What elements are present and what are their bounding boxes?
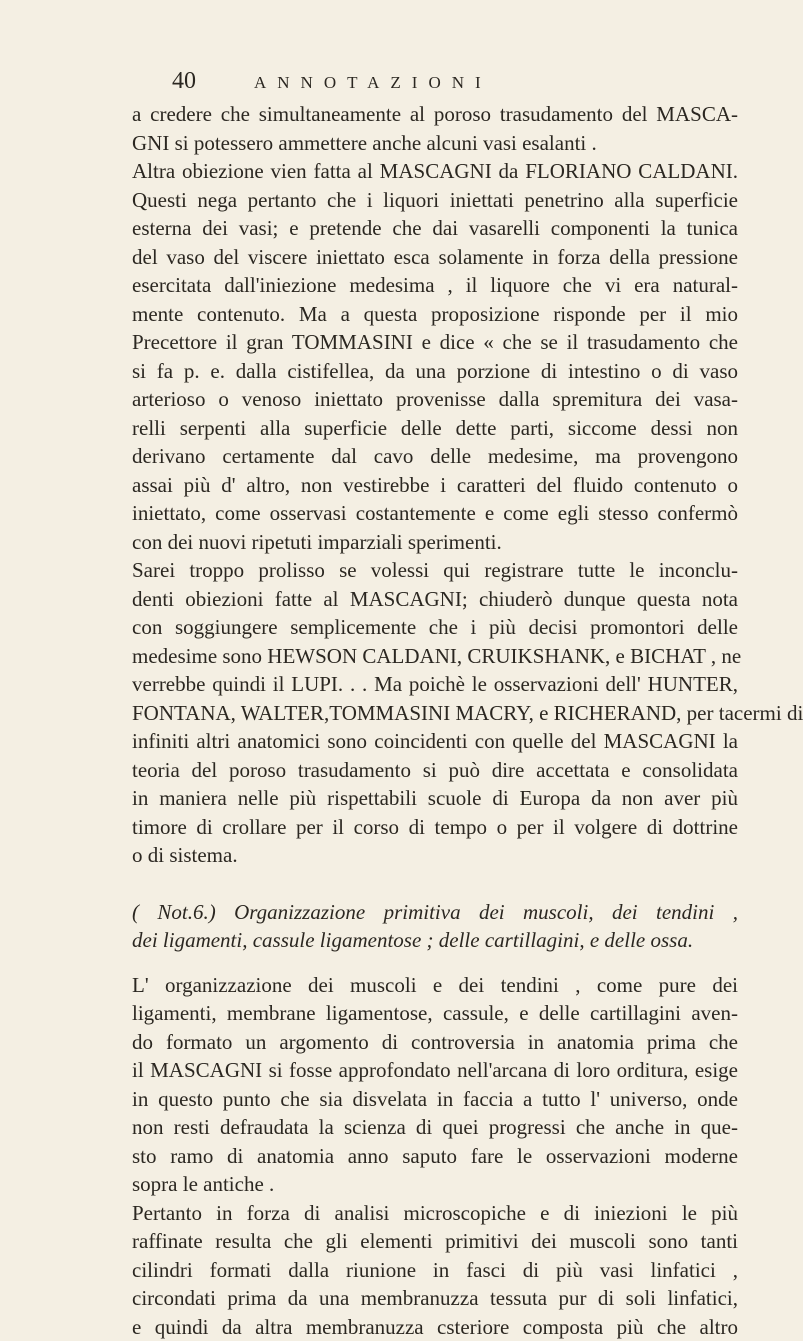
text-line: con dei nuovi ripetuti imparziali sperimenti. bbox=[132, 528, 738, 557]
text-line: Precettore il gran TOMMASINI e dice « che se il trasudamento che bbox=[132, 328, 738, 357]
text-line: denti obiezioni fatte al MASCAGNI; chiuderò dunque questa nota bbox=[132, 585, 738, 614]
text-line: si fa p. e. dalla cistifellea, da una porzione di intestino o di vaso bbox=[132, 357, 738, 386]
text-line: GNI si potessero ammettere anche alcuni vasi esalanti . bbox=[132, 129, 738, 158]
paragraph-caldani-objection bbox=[132, 157, 738, 556]
text-line: esercitata dall'iniezione medesima , il liquore che vi era natural- bbox=[132, 271, 738, 300]
text-line: Questi nega pertanto che i liquori iniettati penetrino alla superficie bbox=[132, 186, 738, 215]
page-number: 40 bbox=[132, 68, 242, 95]
paragraph-microscopic-analysis bbox=[132, 1199, 738, 1341]
text-line: il MASCAGNI si fosse approfondato nell'arcana di loro orditura, esige bbox=[132, 1056, 738, 1085]
text-line: circondati prima da una membranuzza tessuta pur di soli linfatici, bbox=[132, 1284, 738, 1313]
text-line: timore di crollare per il corso di tempo o per il volgere di dottrine bbox=[132, 813, 738, 842]
paragraph-organization bbox=[132, 971, 738, 1199]
text-line: non resti defraudata la scienza di quei progressi che anche in que- bbox=[132, 1113, 738, 1142]
text-line: con soggiungere semplicemente che i più decisi promontori delle bbox=[132, 613, 738, 642]
section-gap bbox=[132, 870, 738, 898]
text-line: derivano certamente dal cavo delle medesime, ma provengono bbox=[132, 442, 738, 471]
text-line: o di sistema. bbox=[132, 841, 738, 870]
note-heading bbox=[132, 898, 738, 955]
text-line: medesime sono HEWSON CALDANI, CRUIKSHANK, e BICHAT , ne bbox=[132, 642, 738, 671]
text-line: raffinate resulta che gli elementi primitivi dei muscoli sono tanti bbox=[132, 1227, 738, 1256]
text-line: arterioso o venoso iniettato provenisse dalla spremitura dei vasa- bbox=[132, 385, 738, 414]
paragraph-objections-summary bbox=[132, 556, 738, 870]
text-line: sto ramo di anatomia anno saputo fare le osservazioni moderne bbox=[132, 1142, 738, 1171]
text-line: assai più d' altro, non vestirebbe i caratteri del fluido contenuto o bbox=[132, 471, 738, 500]
text-line: mente contenuto. Ma a questa proposizione risponde per il mio bbox=[132, 300, 738, 329]
text-line: esterna dei vasi; e pretende che dai vasarelli componenti la tunica bbox=[132, 214, 738, 243]
text-line: verrebbe quindi il LUPI. . . Ma poichè le osservazioni dell' HUNTER, bbox=[132, 670, 738, 699]
text-line: in maniera nelle più rispettabili scuole di Europa da non aver più bbox=[132, 784, 738, 813]
note-heading-line: ( Not.6.) Organizzazione primitiva dei muscoli, dei tendini , bbox=[132, 898, 738, 927]
section-gap bbox=[132, 955, 738, 971]
paragraph-continuation bbox=[132, 100, 738, 157]
text-line: do formato un argomento di controversia in anatomia prima che bbox=[132, 1028, 738, 1057]
text-line: FONTANA, WALTER,TOMMASINI MACRY, e RICHERAND, per tacermi di bbox=[132, 699, 738, 728]
text-line: iniettato, come osservasi costantemente e come egli stesso confermò bbox=[132, 499, 738, 528]
text-line: cilindri formati dalla riunione in fasci di più vasi linfatici , bbox=[132, 1256, 738, 1285]
text-line: Pertanto in forza di analisi microscopiche e di iniezioni le più bbox=[132, 1199, 738, 1228]
text-line: relli serpenti alla superficie delle dette parti, siccome dessi non bbox=[132, 414, 738, 443]
text-line: in questo punto che sia disvelata in faccia a tutto l' universo, onde bbox=[132, 1085, 738, 1114]
note-heading-line: dei ligamenti, cassule ligamentose ; delle cartillagini, e delle ossa. bbox=[132, 926, 738, 955]
text-line: sopra le antiche . bbox=[132, 1170, 738, 1199]
text-line: infiniti altri anatomici sono coincidenti con quelle del MASCAGNI la bbox=[132, 727, 738, 756]
text-line: Sarei troppo prolisso se volessi qui registrare tutte le inconclu- bbox=[132, 556, 738, 585]
running-head: ANNOTAZIONI bbox=[242, 73, 492, 93]
text-line: ligamenti, membrane ligamentose, cassule, e delle cartillagini aven- bbox=[132, 999, 738, 1028]
page-header bbox=[132, 68, 738, 94]
text-line: del vaso del viscere iniettato esca solamente in forza della pressione bbox=[132, 243, 738, 272]
text-line: a credere che simultaneamente al poroso trasudamento del MASCA- bbox=[132, 100, 738, 129]
text-line: e quindi da altra membranuzza csteriore composta più che altro bbox=[132, 1313, 738, 1341]
text-line: Altra obiezione vien fatta al MASCAGNI da FLORIANO CALDANI. bbox=[132, 157, 738, 186]
text-line: L' organizzazione dei muscoli e dei tendini , come pure dei bbox=[132, 971, 738, 1000]
text-line: teoria del poroso trasudamento si può dire accettata e consolidata bbox=[132, 756, 738, 785]
